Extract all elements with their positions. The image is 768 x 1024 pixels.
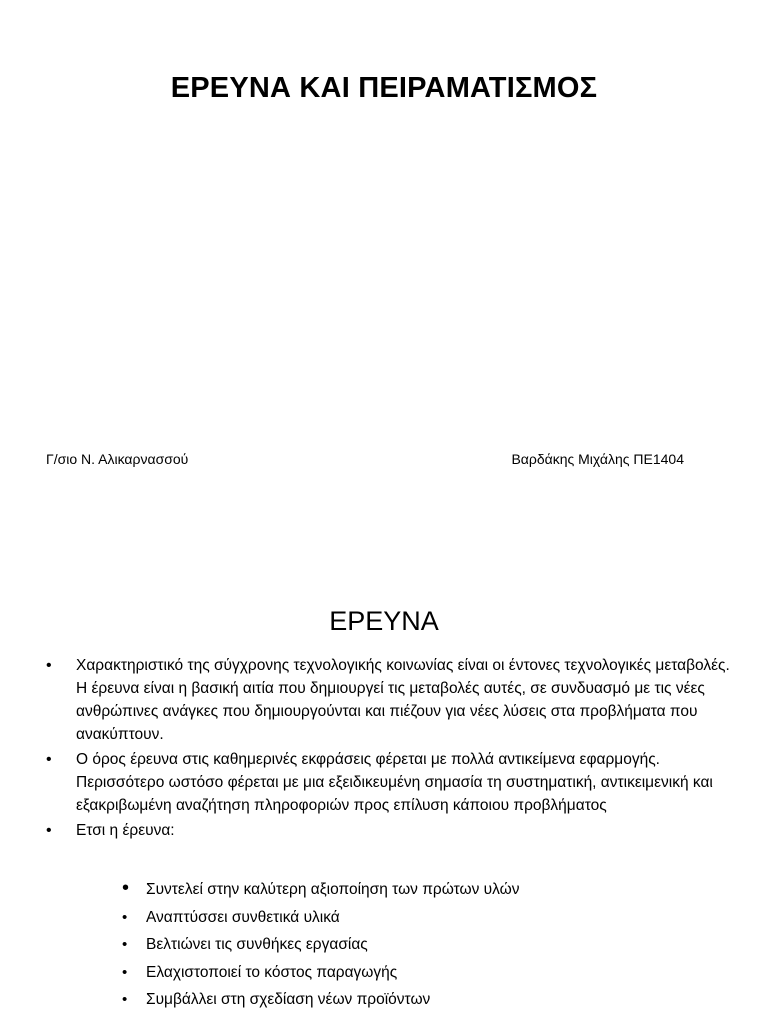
- list-item: • Ο όρος έρευνα στις καθημερινές εκφράσεις φέρεται με πολλά αντικείμενα εφαρμογής. Περισσότερο ωστόσο φέρεται με μια εξειδικευμένη σημασία τη συστηματική, αντικειμενική και εξακριβωμένη αναζήτηση πληροφοριών προς επίλυση κάποιου προβλήματος: [44, 748, 734, 817]
- author-name: Βαρδάκης Μιχάλης ΠΕ1404: [511, 451, 684, 467]
- content-slide: [0, 580, 768, 1024]
- bullet-list: [44, 654, 734, 844]
- list-item: • Βελτιώνει τις συνθήκες εργασίας: [122, 931, 722, 959]
- list-item: • Αναπτύσσει συνθετικά υλικά: [122, 904, 722, 932]
- list-item: • Ελαχιστοποιεί το κόστος παραγωγής: [122, 959, 722, 987]
- sub-bullet-list: [122, 876, 722, 1014]
- list-item: • Χαρακτηριστικό της σύγχρονης τεχνολογικής κοινωνίας είναι οι έντονες τεχνολογικές μεταβολές. Η έρευνα είναι η βασική αιτία που δημιουργεί τις μεταβολές αυτές, σε συνδυασμό με τις νέες ανθρώπινες ανάγκες που δημιουργούνται και πιέζουν για νέες λύσεις στα προβλήματα που ανακύπτουν.: [44, 654, 734, 746]
- slide-title: ΕΡΕΥΝΑ ΚΑΙ ΠΕΙΡΑΜΑΤΙΣΜΟΣ: [170, 72, 598, 104]
- slide-separator: [0, 540, 768, 580]
- slide-title: ΕΡΕΥΝΑ: [329, 606, 439, 636]
- school-name: Γ/σιο Ν. Αλικαρνασσού: [46, 451, 189, 467]
- list-item: • Ετσι η έρευνα:: [44, 819, 734, 842]
- list-item: • Συντελεί στην καλύτερη αξιοποίηση των πρώτων υλών: [122, 876, 722, 904]
- list-item: • Συμβάλλει στη σχεδίαση νέων προϊόντων: [122, 986, 722, 1014]
